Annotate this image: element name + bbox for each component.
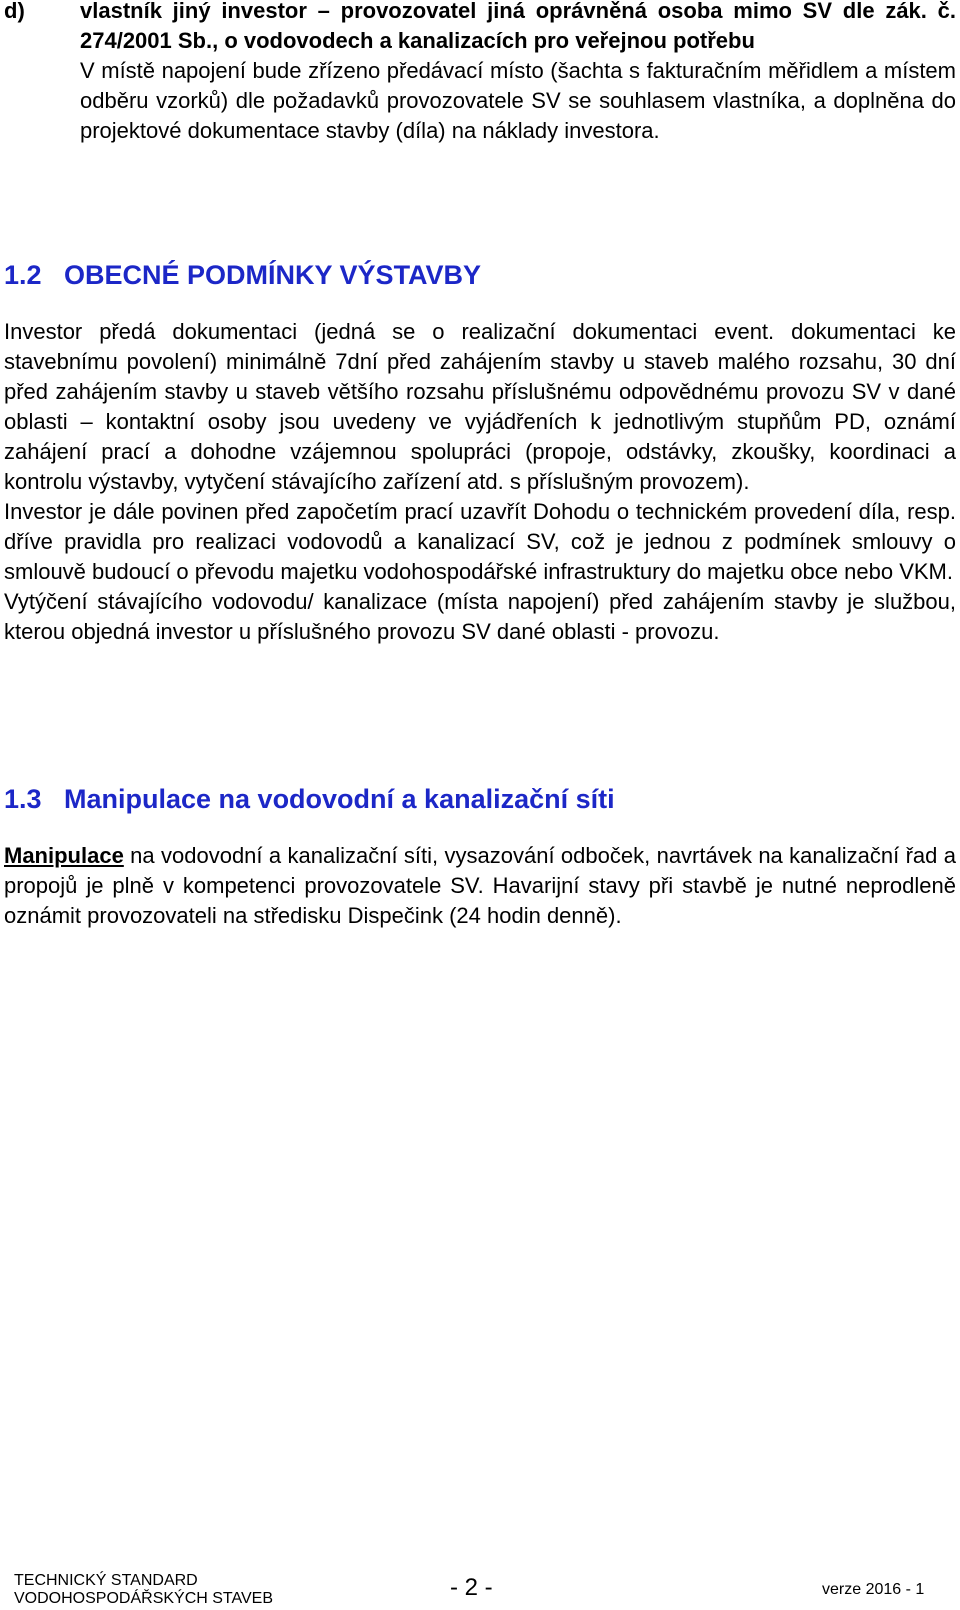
list-item-text: V místě napojení bude zřízeno předávací místo (šachta s fakturačním měřidlem a místem odběru vzorků) dle požadavků provozovatele SV se souhlasem vlastníka, a doplněna do projektové dokumentace stavby (díla) na náklady investora. <box>80 58 956 143</box>
lead-text-a: vlastník jiný investor – provozovatel jiná oprávněná osoba mimo SV dle zák. č. 274/2001 Sb. <box>80 0 956 53</box>
list-item-d <box>4 0 956 146</box>
page-number: - 2 - <box>450 1574 493 1601</box>
footer-document-title <box>14 1572 314 1608</box>
footer-title-line: TECHNICKÝ STANDARD <box>14 1572 198 1589</box>
paragraph-text: na vodovodní a kanalizační síti, vysazování odboček, navrtávek na kanalizační řad a propojů je plně v kompetenci provozovatele SV. Havarijní stavy při stavbě je nutné neprodleně oznámit provozovateli na středisku Dispečink (24 hodin denně). <box>4 843 956 928</box>
section-heading-1-2 <box>4 258 481 292</box>
emphasized-term: Manipulace <box>4 843 124 868</box>
section-title: Manipulace na vodovodní a kanalizační síti <box>64 784 615 814</box>
lead-text-b: , o vodovodech a kanalizacích pro veřejnou potřebu <box>212 28 755 53</box>
page-footer <box>0 1568 960 1610</box>
section-number: 1.2 <box>4 260 42 290</box>
paragraph <box>4 841 956 931</box>
section-title: OBECNÉ PODMÍNKY VÝSTAVBY <box>64 260 482 290</box>
section-body-1-3 <box>4 841 956 931</box>
list-item-body <box>80 0 956 146</box>
section-body-1-2 <box>4 317 956 647</box>
section-number: 1.3 <box>4 784 42 814</box>
list-marker: d) <box>4 0 25 23</box>
paragraph: Investor je dále povinen před započetím prací uzavřít Dohodu o technickém provedení díla, resp. dříve pravidla pro realizaci vodovodů a kanalizací SV, což je jednou z podmínek smlouvy o smlouvě budoucí o převodu majetku vodohospodářské infrastruktury do majetku obce nebo VKM. <box>4 499 956 584</box>
list-item-lead <box>80 0 956 56</box>
version-label: verze 2016 - 1 <box>822 1581 925 1598</box>
paragraph: Investor předá dokumentaci (jedná se o realizační dokumentaci event. dokumentaci ke stavebnímu povolení) minimálně 7dní před zahájením stavby u staveb malého rozsahu, 30 dní před zahájením stavby u staveb většího rozsahu příslušnému odpovědnému provozu SV v dané oblasti – kontaktní osoby jsou uvedeny ve vyjádřeních k jednotlivým stupňům PD, oznámí zahájení prací a dohodne vzájemnou spolupráci (propoje, odstávky, zkoušky, koordinaci a kontrolu výstavby, vytyčení stávajícího zařízení atd. s příslušným provozem). <box>4 319 956 494</box>
footer-title-line: VODOHOSPODÁŘSKÝCH STAVEB <box>14 1590 274 1607</box>
paragraph: Vytýčení stávajícího vodovodu/ kanalizace (místa napojení) před zahájením stavby je službou, kterou objedná investor u příslušného provozu SV dané oblasti - provozu. <box>4 589 956 644</box>
section-heading-1-3 <box>4 782 615 816</box>
